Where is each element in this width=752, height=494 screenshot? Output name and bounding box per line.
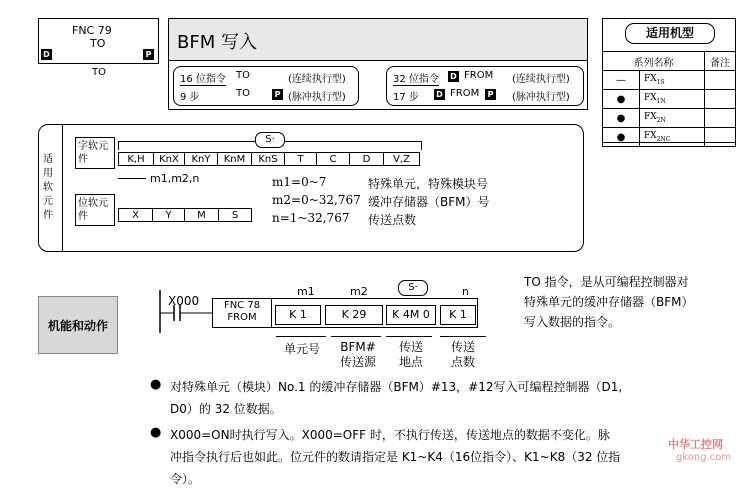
word-cell: V,Z xyxy=(383,153,419,166)
word-cell: K,H xyxy=(127,154,145,165)
func-label-box xyxy=(38,296,118,354)
word-cell: KnM xyxy=(217,153,251,166)
bit-cell: X xyxy=(132,210,139,221)
fnc-under-label: TO xyxy=(92,67,106,78)
word-label: 字软元件 xyxy=(75,137,115,169)
soft-side-label: 适用软元件 xyxy=(43,154,53,221)
range-m1-desc: 特殊单元，特殊模块号 xyxy=(368,177,489,191)
bullet-1-line-2: D0）的 32 位数据。 xyxy=(170,402,282,416)
range-m2-desc: 缓冲存储器（BFM）号 xyxy=(368,195,490,209)
instr-box xyxy=(212,298,478,328)
operand-s: K 4M 0 xyxy=(386,305,436,325)
bit-cells xyxy=(118,208,252,222)
word-cells xyxy=(118,152,420,166)
bottom-label-dest: 传送 地点 xyxy=(398,340,423,369)
models-col-series: 系列名称 xyxy=(603,52,705,71)
instr-32-box: 32 位指令 D FROM (连续执行型) 17 步 D FROM P (脉冲执行型) xyxy=(386,66,584,106)
word-cell: C xyxy=(316,153,349,166)
range-m2: m2=0~32,767 xyxy=(272,193,361,207)
models-table: 系列名称 备注 — $FX_{1S}$ ● $FX_{1N}$ ● $FX_{2N}$ ● $FX_{2NC}$ xyxy=(602,51,736,147)
func-label: 机能和动作 xyxy=(47,319,108,333)
word-cell: KnY xyxy=(184,153,217,166)
model-fx1s: $FX_{1S}$ xyxy=(640,71,705,90)
word-cell: KnS xyxy=(251,153,284,166)
bullet-2-line-3: 令）。 xyxy=(170,472,201,486)
models-panel xyxy=(602,18,736,143)
s-label: S· xyxy=(255,132,285,148)
p-mark: P xyxy=(143,49,154,60)
bullet-icon: ● xyxy=(150,425,162,440)
models-col-note: 备注 xyxy=(704,52,735,71)
bit-cell: Y xyxy=(152,209,184,222)
top-label-s: S· xyxy=(398,280,428,296)
page-title: BFM 写入 xyxy=(177,32,257,53)
models-title: 适用机型 xyxy=(625,23,715,44)
bottom-label-bfm: BFM# 传送源 xyxy=(339,340,376,369)
instr-16-box: 16 位指令 TO (连续执行型) 9 步 TO P (脉冲执行型) xyxy=(173,66,359,106)
word-cell: KnX xyxy=(153,153,184,166)
fnc-name: TO xyxy=(90,37,106,50)
top-label-m1: m1 xyxy=(297,285,315,298)
range-n-desc: 传送点数 xyxy=(368,213,417,227)
func-description: TO 指令，是从可编程控制器对 特殊单元的缓冲存储器（BFM） 写入数据的指令。 xyxy=(524,275,694,329)
watermark: 中华工控网 gkong.com xyxy=(668,438,732,463)
top-label-n: n xyxy=(462,285,469,298)
word-cell: T xyxy=(284,153,316,166)
bullet-2-line-1: X000=ON时执行写入。X000=OFF 时，不执行传送，传送地点的数据不变化。脉 xyxy=(170,428,610,442)
instr-op: FROM xyxy=(227,312,257,323)
bit-cell: M xyxy=(184,209,218,222)
d-mark: D xyxy=(41,49,52,60)
bullet-1-line-1: 对特殊单元（模块）No.1 的缓冲存储器（BFM）#13，#12写入可编程控制器（D1, xyxy=(170,380,623,394)
range-n: n=1~32,767 xyxy=(272,211,350,225)
model-fx1n: $FX_{1N}$ xyxy=(640,90,705,109)
bottom-label-count: 传送 点数 xyxy=(450,340,475,369)
instr-name: FNC 78 xyxy=(223,300,261,311)
bullet-icon: ● xyxy=(150,377,162,392)
model-fx2nc: $FX_{2NC}$ xyxy=(640,128,705,147)
fnc-box xyxy=(38,18,159,64)
bit-label: 位软元件 xyxy=(75,194,115,226)
operand-m2: K 29 xyxy=(325,305,383,325)
top-label-m2: m2 xyxy=(350,285,368,298)
model-fx2n: $FX_{2N}$ xyxy=(640,109,705,128)
operand-n: K 1 xyxy=(440,305,476,325)
contact-label: X000 xyxy=(168,294,200,308)
bottom-label-unit: 单元号 xyxy=(283,342,320,356)
m-label: m1,m2,n xyxy=(150,172,200,185)
fnc-code: FNC 79 xyxy=(72,24,112,37)
range-m1: m1=0~7 xyxy=(272,175,327,189)
bullet-2-line-2: 冲指令执行后也如此。位元件的数请指定是 K1~K4（16位指令）、K1~K8（32 位指 xyxy=(170,450,621,464)
word-cell: D xyxy=(349,153,383,166)
bit-cell: S xyxy=(218,209,251,222)
operand-m1: K 1 xyxy=(275,305,321,325)
